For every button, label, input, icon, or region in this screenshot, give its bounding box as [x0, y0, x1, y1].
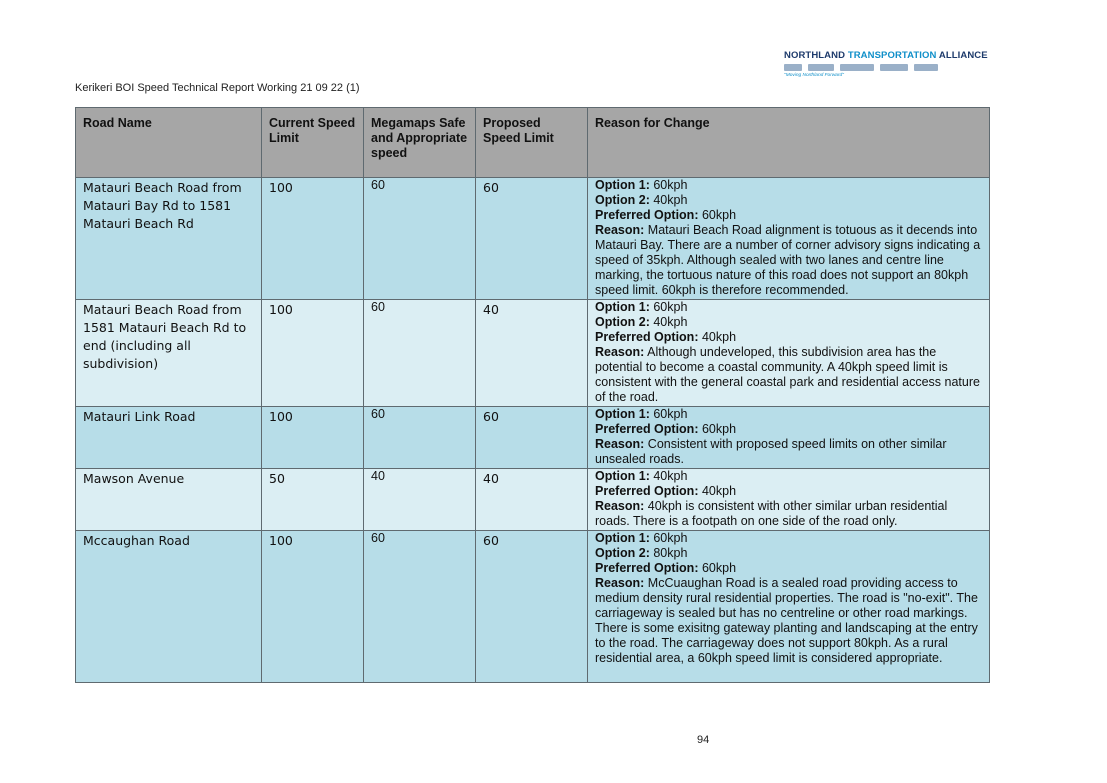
proposed-speed-cell: 40: [476, 469, 588, 531]
speed-limit-table: [75, 107, 990, 683]
table-row: [76, 300, 990, 407]
report-title: Kerikeri BOI Speed Technical Report Working 21 09 22 (1): [75, 82, 360, 94]
reason-cell: Option 1: 40kph Preferred Option: 40kph Reason: 40kph is consistent with other similar urban residential roads. There is a footpath on one side of the road only.: [588, 469, 990, 531]
partner-logos: [784, 63, 954, 72]
partner-logo-icon: [914, 64, 938, 71]
current-speed-cell: 50: [262, 469, 364, 531]
logo-title: NORTHLAND TRANSPORTATION ALLIANCE: [784, 50, 988, 61]
road-name-cell: Mawson Avenue: [76, 469, 262, 531]
reason-cell: Option 1: 60kph Option 2: 40kph Preferred Option: 60kph Reason: Matauri Beach Road alignment is totuous as it decends into Matauri Bay. There are a number of corner advisory signs indicating a speed of 35kph. Although sealed with two lanes and centre line marking, the tortuous nature of this road does not support an 80kph speed limit. 60kph is therefore recommended.: [588, 178, 990, 300]
proposed-speed-cell: 40: [476, 300, 588, 407]
column-header: Current Speed Limit: [262, 108, 364, 178]
table-header-row: [76, 108, 990, 178]
current-speed-cell: 100: [262, 300, 364, 407]
table-row: [76, 531, 990, 683]
megamaps-speed-cell: 60: [364, 178, 476, 300]
megamaps-speed-cell: 40: [364, 469, 476, 531]
column-header: Proposed Speed Limit: [476, 108, 588, 178]
proposed-speed-cell: 60: [476, 531, 588, 683]
megamaps-speed-cell: 60: [364, 531, 476, 683]
current-speed-cell: 100: [262, 407, 364, 469]
megamaps-speed-cell: 60: [364, 407, 476, 469]
column-header: Road Name: [76, 108, 262, 178]
road-name-cell: Matauri Beach Road from Matauri Bay Rd to 1581 Matauri Beach Rd: [76, 178, 262, 300]
proposed-speed-cell: 60: [476, 178, 588, 300]
reason-cell: Option 1: 60kph Option 2: 40kph Preferred Option: 40kph Reason: Although undeveloped, this subdivision area has the potential to become a coastal community. A 40kph speed limit is consistent with the general coastal park and residential access nature of the road.: [588, 300, 990, 407]
partner-logo-icon: [784, 64, 802, 71]
reason-cell: Option 1: 60kph Preferred Option: 60kph Reason: Consistent with proposed speed limits on other similar unsealed roads.: [588, 407, 990, 469]
alliance-logo: [784, 50, 988, 82]
table-row: [76, 178, 990, 300]
road-name-cell: Mccaughan Road: [76, 531, 262, 683]
column-header: Megamaps Safe and Appropriate speed: [364, 108, 476, 178]
partner-logo-icon: [808, 64, 834, 71]
partner-logo-icon: [880, 64, 908, 71]
partner-logo-icon: [840, 64, 874, 71]
reason-cell: Option 1: 60kph Option 2: 80kph Preferred Option: 60kph Reason: McCuaughan Road is a sealed road providing access to medium density rural residential properties. The road is "no-exit". The carriageway is sealed but has no centreline or other road markings. There is some exisitng gateway planting and landscaping at the entry to the road. The carriageway does not support 80kph. As a rural residential area, a 60kph speed limit is considered appropriate.: [588, 531, 990, 683]
current-speed-cell: 100: [262, 531, 364, 683]
proposed-speed-cell: 60: [476, 407, 588, 469]
page-number: 94: [697, 734, 710, 746]
current-speed-cell: 100: [262, 178, 364, 300]
road-name-cell: Matauri Beach Road from 1581 Matauri Beach Rd to end (including all subdivision): [76, 300, 262, 407]
megamaps-speed-cell: 60: [364, 300, 476, 407]
logo-tagline: "Moving Northland Forward": [784, 73, 844, 78]
column-header: Reason for Change: [588, 108, 990, 178]
table-row: [76, 407, 990, 469]
table-row: [76, 469, 990, 531]
road-name-cell: Matauri Link Road: [76, 407, 262, 469]
